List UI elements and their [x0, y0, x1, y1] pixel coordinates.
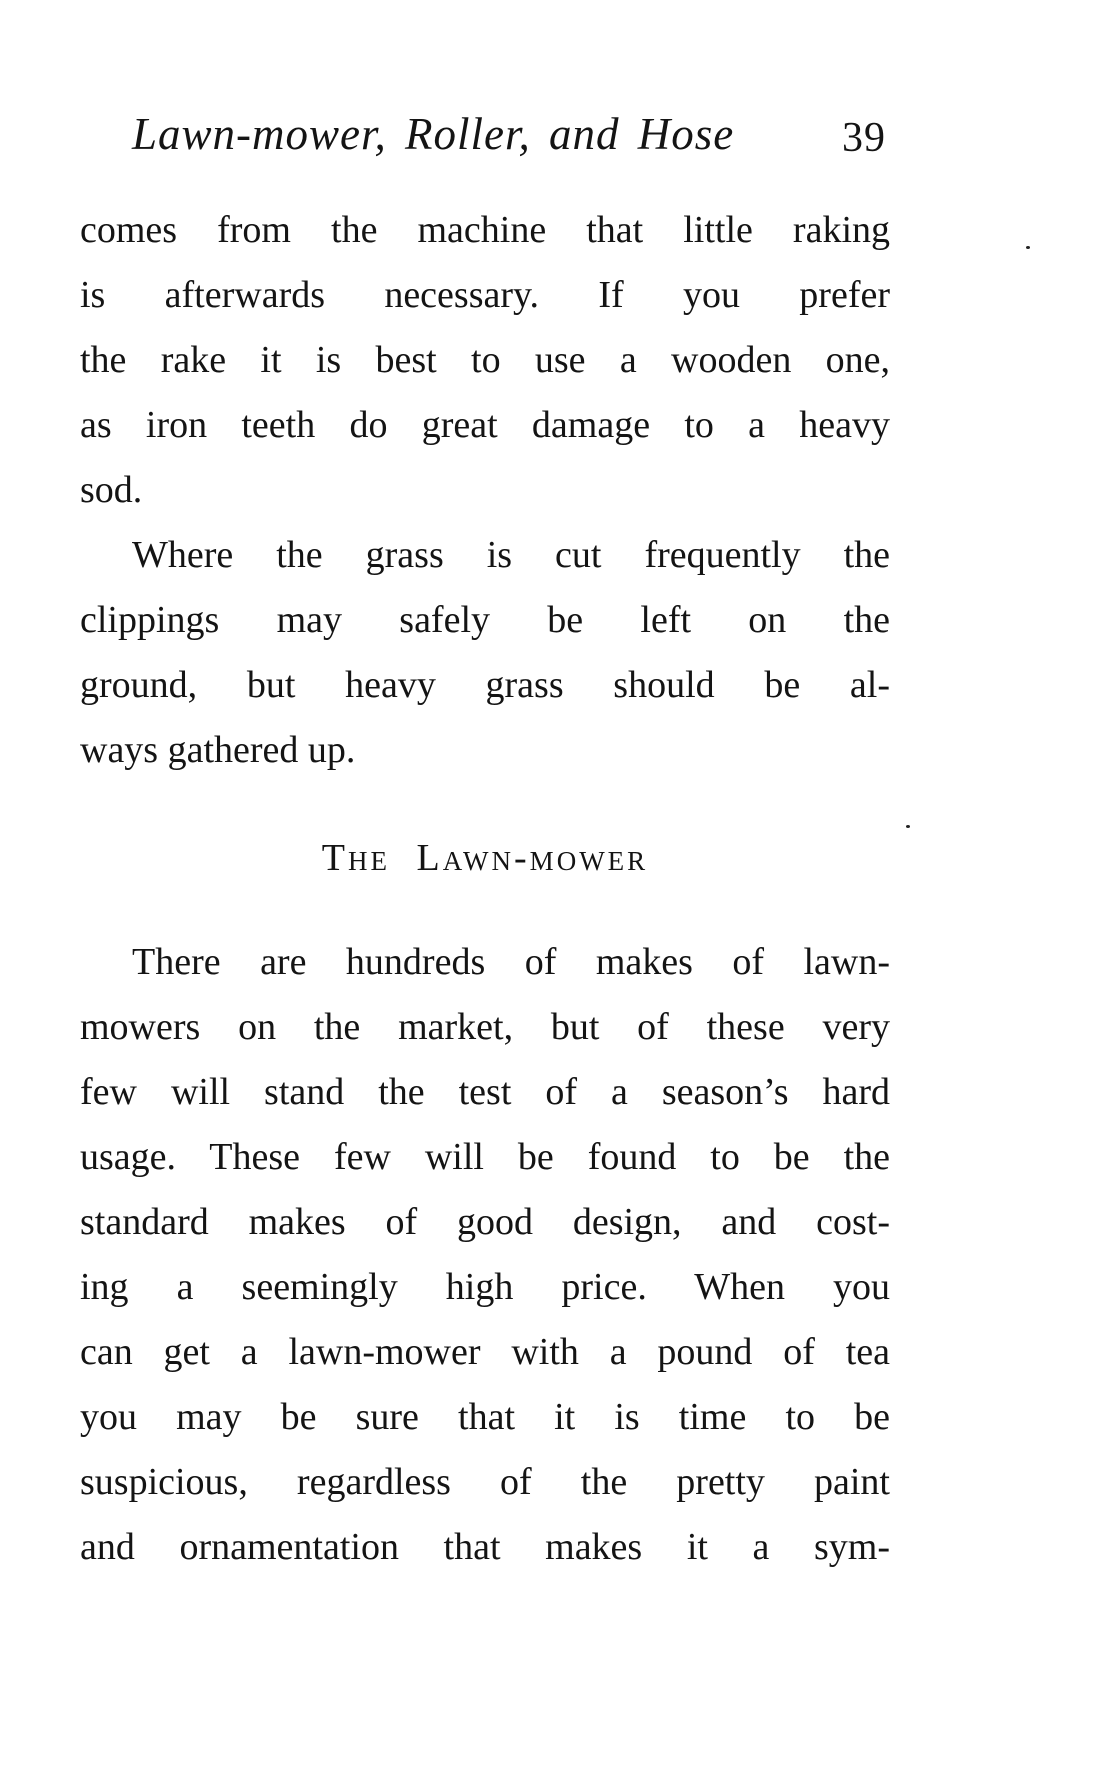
- text-line: usage. These few will be found to be the: [80, 1136, 890, 1178]
- text-line: standard makes of good design, and cost-: [80, 1201, 890, 1243]
- text-line: ground, but heavy grass should be al-: [80, 664, 890, 706]
- running-header: [80, 108, 890, 168]
- text-line: ways gathered up.: [80, 729, 356, 771]
- text-line: sod.: [80, 469, 143, 511]
- running-title: Lawn-mower, Roller, and Hose: [132, 109, 735, 159]
- text-line: you may be sure that it is time to be: [80, 1396, 890, 1438]
- text-line: can get a lawn-mower with a pound of tea: [80, 1331, 890, 1373]
- ink-speck: [1026, 246, 1030, 249]
- text-line: and ornamentation that makes it a sym-: [80, 1526, 890, 1568]
- text-line: suspicious, regardless of the pretty paint: [80, 1461, 890, 1503]
- text-line: few will stand the test of a season’s hard: [80, 1071, 890, 1113]
- text-line: There are hundreds of makes of lawn-: [132, 941, 890, 983]
- page-number: 39: [842, 115, 886, 161]
- text-line: the rake it is best to use a wooden one,: [80, 339, 890, 381]
- section-heading: The Lawn-mower: [321, 837, 649, 879]
- paragraph: [80, 523, 890, 783]
- text-line: as iron teeth do great damage to a heavy: [80, 404, 890, 446]
- text-line: is afterwards necessary. If you prefer: [80, 274, 890, 316]
- paragraph: [80, 198, 890, 523]
- text-line: mowers on the market, but of these very: [80, 1006, 890, 1048]
- text-line: ing a seemingly high price. When you: [80, 1266, 890, 1308]
- text-line: Where the grass is cut frequently the: [132, 534, 890, 576]
- text-line: clippings may safely be left on the: [80, 599, 890, 641]
- text-line: comes from the machine that little raking: [80, 209, 890, 251]
- ink-speck: [906, 825, 910, 828]
- paragraph: [80, 930, 890, 1580]
